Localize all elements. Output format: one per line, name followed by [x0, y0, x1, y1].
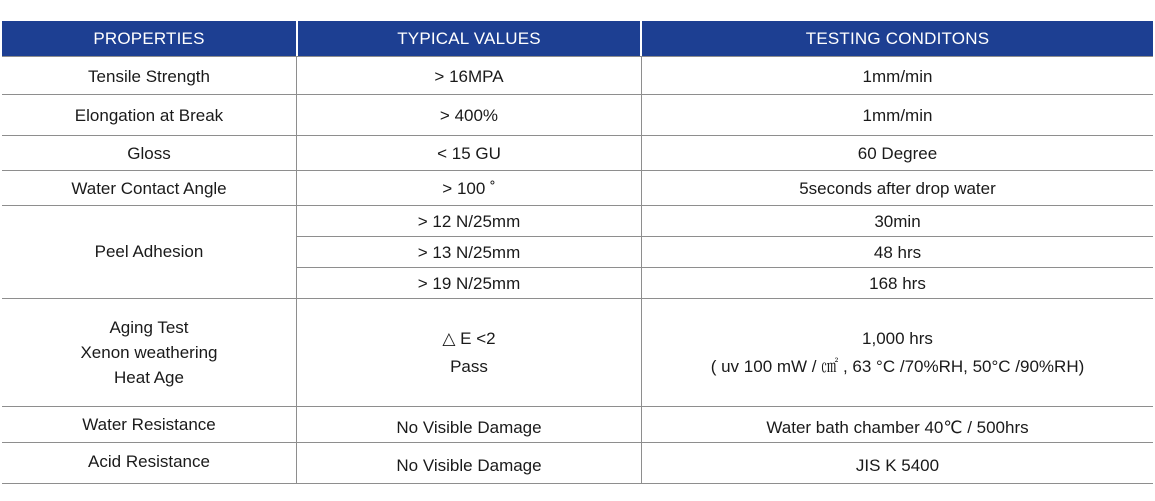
- table-row-property: Elongation at Break: [74, 105, 224, 125]
- aging-condition-line: 1,000 hrs: [862, 328, 933, 348]
- row-divider: [297, 236, 1153, 237]
- peel-condition: 168 hrs: [869, 273, 926, 293]
- table-row-value: > 16MPA: [434, 67, 504, 86]
- table-row-condition: 60 Degree: [857, 143, 938, 163]
- peel-condition: 30min: [874, 211, 921, 231]
- table-row-property: Water Contact Angle: [71, 178, 227, 198]
- peel-value: > 12 N/25mm: [417, 211, 521, 231]
- row-divider: [2, 442, 1153, 443]
- row-divider: [2, 135, 1153, 136]
- table-row-property: Tensile Strength: [88, 67, 210, 86]
- header-divider: [640, 21, 642, 56]
- row-divider: [2, 406, 1153, 407]
- row-divider: [2, 205, 1153, 206]
- header-typical-values: TYPICAL VALUES: [298, 21, 640, 56]
- table-row-condition: 1mm/min: [862, 67, 933, 86]
- acid-resistance-property: Acid Resistance: [88, 451, 210, 471]
- header-properties: PROPERTIES: [2, 21, 296, 56]
- table-row-value: < 15 GU: [437, 143, 501, 163]
- aging-test-property: [2, 299, 296, 406]
- aging-test-value: [298, 299, 640, 406]
- peel-value: > 19 N/25mm: [417, 273, 521, 293]
- row-divider: [2, 56, 1153, 57]
- aging-line: Xenon weathering: [80, 343, 218, 362]
- aging-value-line: △ E <2: [442, 328, 496, 348]
- peel-value: > 13 N/25mm: [417, 242, 521, 262]
- row-divider: [2, 483, 1153, 484]
- aging-condition-line: ( uv 100 mW / ㎠ , 63 °C /70%RH, 50°C /90%RH): [710, 356, 1085, 376]
- aging-line: Aging Test: [109, 318, 189, 337]
- table-row-condition: 1mm/min: [862, 105, 933, 125]
- table-row-value: > 400%: [439, 105, 499, 125]
- table-row-property: Gloss: [127, 143, 171, 163]
- water-resistance-value: No Visible Damage: [396, 417, 542, 437]
- water-resistance-property: Water Resistance: [82, 414, 216, 434]
- aging-test-condition: [642, 299, 1153, 406]
- aging-line: Heat Age: [114, 368, 184, 387]
- acid-resistance-condition: JIS K 5400: [855, 456, 940, 475]
- water-resistance-condition: Water bath chamber 40℃ / 500hrs: [766, 417, 1029, 437]
- acid-resistance-value: No Visible Damage: [396, 456, 542, 475]
- peel-adhesion-property: Peel Adhesion: [94, 242, 204, 261]
- row-divider: [2, 170, 1153, 171]
- header-divider: [296, 21, 298, 56]
- aging-value-line: Pass: [450, 356, 488, 376]
- column-divider: [296, 56, 297, 483]
- column-divider: [641, 56, 642, 483]
- row-divider: [297, 267, 1153, 268]
- header-testing-conditions: TESTING CONDITONS: [642, 21, 1153, 56]
- peel-condition: 48 hrs: [873, 242, 922, 262]
- table-row-condition: 5seconds after drop water: [799, 178, 996, 198]
- table-row-value: > 100 ˚: [442, 178, 496, 198]
- row-divider: [2, 298, 1153, 299]
- row-divider: [2, 94, 1153, 95]
